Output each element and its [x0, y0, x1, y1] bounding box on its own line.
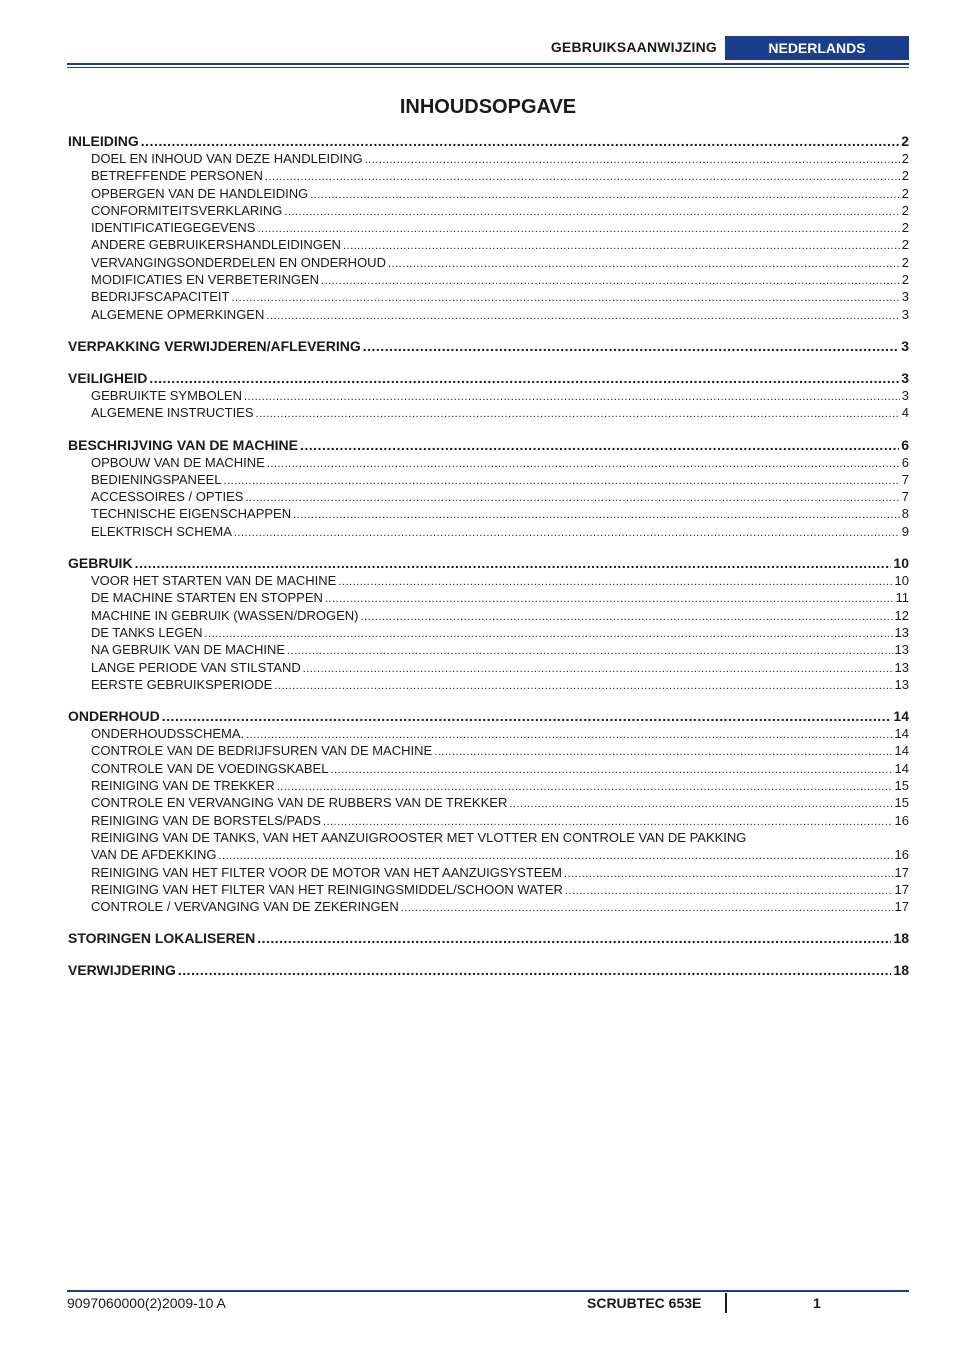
toc-entry-page: 16	[894, 812, 909, 828]
toc-entry[interactable]	[68, 288, 909, 305]
toc-entry[interactable]	[68, 505, 909, 522]
toc-entry-page: 2	[901, 185, 909, 201]
toc-chapter-entry[interactable]	[68, 133, 909, 150]
toc-entry[interactable]	[68, 236, 909, 253]
dot-leader	[178, 962, 892, 979]
toc-chapter-page: 18	[893, 930, 909, 947]
toc-entry-page: 6	[901, 454, 909, 470]
toc-entry[interactable]	[68, 454, 909, 471]
toc-chapter-title: STORINGEN LOKALISEREN	[68, 930, 256, 947]
toc-section	[68, 708, 909, 915]
dot-leader	[256, 404, 900, 423]
toc-entry-title: DE MACHINE STARTEN EN STOPPEN	[91, 590, 323, 606]
toc-entry-title: REINIGING VAN DE BORSTELS/PADS	[91, 812, 321, 828]
dot-leader	[135, 555, 892, 572]
toc-entry-page: 7	[901, 489, 909, 505]
toc-entry[interactable]	[68, 624, 909, 641]
dot-leader	[274, 676, 892, 695]
toc-entry-page: 2	[901, 237, 909, 253]
toc-entry[interactable]	[68, 760, 909, 777]
toc-entry-title: TECHNISCHE EIGENSCHAPPEN	[91, 506, 292, 522]
toc-entry-page: 13	[894, 659, 909, 675]
toc-entry-title: ALGEMENE INSTRUCTIES	[91, 405, 254, 421]
toc-entry[interactable]	[68, 864, 909, 881]
page-title: INHOUDSOPGAVE	[399, 96, 577, 118]
toc-entry-title: GEBRUIKTE SYMBOLEN	[91, 387, 242, 403]
toc-entry-page: 17	[894, 881, 909, 897]
toc-entry-line[interactable]	[68, 829, 909, 846]
toc-entry-title: CONTROLE / VERVANGING VAN DE ZEKERINGEN	[91, 899, 399, 915]
toc-entry-page: 14	[894, 726, 909, 742]
header-rule-thin	[67, 67, 909, 68]
toc-chapter-entry[interactable]	[68, 437, 909, 454]
toc-entry-title: BETREFFENDE PERSONEN	[91, 168, 263, 184]
toc-entry-title: OPBOUW VAN DE MACHINE	[91, 454, 265, 470]
toc-entry-title: BEDIENINGSPANEEL	[91, 471, 222, 487]
toc-entry-page: 16	[894, 847, 909, 863]
toc-entry-page: 9	[901, 523, 909, 539]
toc-entry-page: 13	[894, 642, 909, 658]
toc-entry-title: REINIGING VAN HET FILTER VAN HET REINIGINGSMIDDEL/SCHOON WATER	[91, 881, 563, 897]
toc-chapter-page: 2	[901, 133, 909, 149]
toc-entry-page: 10	[894, 573, 909, 589]
toc-section	[68, 962, 909, 979]
toc-chapter-title: ONDERHOUD	[68, 708, 160, 725]
toc-entry-page: 2	[901, 151, 909, 166]
toc-entry[interactable]	[68, 589, 909, 606]
dot-leader	[257, 930, 891, 947]
toc-chapter-page: 10	[893, 555, 909, 572]
toc-section	[68, 338, 909, 355]
toc-entry-title: REINIGING VAN DE TANKS, VAN HET AANZUIGROOSTER MET VLOTTER EN CONTROLE VAN DE PAKKING	[91, 829, 747, 845]
toc-entry-title: MODIFICATIES EN VERBETERINGEN	[91, 272, 320, 288]
toc-entry[interactable]	[68, 185, 909, 202]
toc-entry[interactable]	[68, 725, 909, 742]
dot-leader	[149, 370, 899, 387]
toc-entry-title: CONTROLE EN VERVANGING VAN DE RUBBERS VAN DE TREKKER	[91, 795, 508, 811]
header-rule	[67, 63, 909, 65]
toc-entry[interactable]	[68, 777, 909, 794]
toc-chapter-entry[interactable]	[68, 962, 909, 979]
toc-entry-title: BEDRIJFSCAPACITEIT	[91, 289, 230, 305]
toc-entry-title: CONTROLE VAN DE BEDRIJFSUREN VAN DE MACHINE	[91, 743, 433, 759]
toc-entry[interactable]	[68, 404, 909, 421]
toc-entry[interactable]	[68, 488, 909, 505]
toc-entry-title: VERVANGINGSONDERDELEN EN ONDERHOUD	[91, 254, 386, 270]
toc-chapter-page: 3	[901, 369, 909, 386]
dot-leader	[266, 306, 899, 325]
toc-entry-page: 7	[901, 471, 909, 487]
toc-entry[interactable]	[68, 659, 909, 676]
toc-chapter-entry[interactable]	[68, 370, 909, 387]
toc-entry-title: OPBERGEN VAN DE HANDLEIDING	[91, 185, 309, 201]
toc-entry[interactable]	[68, 572, 909, 589]
toc-entry-title: LANGE PERIODE VAN STILSTAND	[91, 659, 301, 675]
toc-entry[interactable]	[68, 881, 909, 898]
toc-section	[68, 133, 909, 323]
dot-leader	[234, 523, 900, 542]
toc-entry-title: NA GEBRUIK VAN DE MACHINE	[91, 642, 286, 658]
toc-entry-title: CONTROLE VAN DE VOEDINGSKABEL	[91, 760, 329, 776]
toc-chapter-title: VEILIGHEID	[68, 369, 148, 386]
toc-entry-page: 3	[901, 306, 909, 322]
toc-entry-title: DOEL EN INHOUD VAN DEZE HANDLEIDING	[91, 151, 363, 166]
toc-entry-title: IDENTIFICATIEGEGEVENS	[91, 220, 256, 236]
toc-entry-title: ONDERHOUDSSCHEMA.	[91, 726, 245, 742]
footer-separator	[725, 1293, 727, 1313]
toc-entry[interactable]	[68, 387, 909, 404]
toc-section	[68, 555, 909, 693]
toc-chapter-entry[interactable]	[68, 555, 909, 572]
toc-entry-title: CONFORMITEITSVERKLARING	[91, 202, 283, 218]
toc-entry[interactable]	[68, 641, 909, 658]
toc-chapter-entry[interactable]	[68, 708, 909, 725]
toc-entry-title: EERSTE GEBRUIKSPERIODE	[91, 676, 273, 692]
toc-entry-page: 15	[894, 778, 909, 794]
toc-chapter-title: GEBRUIK	[68, 555, 133, 572]
footer-rule	[67, 1290, 909, 1292]
toc-entry-page: 3	[901, 289, 909, 305]
toc-entry-page: 13	[894, 676, 909, 692]
toc-entry-page: 2	[901, 272, 909, 288]
toc-entry-title: REINIGING VAN DE TREKKER	[91, 778, 275, 794]
toc-entry-page: 11	[895, 590, 909, 606]
toc-entry[interactable]	[68, 271, 909, 288]
table-of-contents	[68, 133, 909, 979]
toc-chapter-page: 6	[901, 436, 909, 453]
toc-chapter-entry[interactable]	[68, 338, 909, 355]
toc-entry[interactable]	[68, 676, 909, 693]
toc-entry[interactable]	[68, 812, 909, 829]
toc-chapter-entry[interactable]	[68, 930, 909, 947]
toc-section	[68, 930, 909, 947]
dot-leader	[363, 338, 899, 355]
toc-entry-page: 4	[901, 405, 909, 421]
toc-chapter-title: BESCHRIJVING VAN DE MACHINE	[68, 436, 298, 453]
footer-page-number: 1	[813, 1295, 821, 1311]
toc-entry-page: 17	[894, 864, 909, 880]
toc-entry-page: 12	[894, 607, 909, 623]
toc-chapter-page: 14	[893, 708, 909, 725]
toc-entry-page: 14	[894, 743, 909, 759]
footer-product: SCRUBTEC 653E	[587, 1295, 702, 1311]
toc-entry-title: MACHINE IN GEBRUIK (WASSEN/DROGEN)	[91, 607, 359, 623]
toc-entry-page: 2	[901, 220, 909, 236]
toc-entry[interactable]	[68, 794, 909, 811]
toc-entry-title: ACCESSOIRES / OPTIES	[91, 489, 244, 505]
toc-entry[interactable]	[68, 202, 909, 219]
toc-entry[interactable]	[68, 150, 909, 167]
toc-entry[interactable]	[68, 167, 909, 184]
toc-entry[interactable]	[68, 742, 909, 759]
toc-chapter-title: INLEIDING	[68, 133, 139, 149]
footer-doc-code: 9097060000(2)2009-10 A	[67, 1295, 226, 1311]
language-badge: NEDERLANDS	[725, 36, 909, 60]
toc-entry-title: VOOR HET STARTEN VAN DE MACHINE	[91, 573, 337, 589]
toc-entry-page: 8	[901, 506, 909, 522]
dot-leader	[401, 898, 893, 917]
toc-entry[interactable]	[68, 523, 909, 540]
toc-entry-page: 2	[901, 168, 909, 184]
toc-entry-page: 13	[894, 624, 909, 640]
toc-entry-title: REINIGING VAN HET FILTER VOOR DE MOTOR VAN HET AANZUIGSYSTEEM	[91, 864, 562, 880]
dot-leader	[162, 708, 892, 725]
toc-entry-title: ELEKTRISCH SCHEMA	[91, 523, 232, 539]
toc-entry[interactable]	[68, 219, 909, 236]
toc-entry[interactable]	[68, 607, 909, 624]
toc-entry[interactable]	[68, 254, 909, 271]
toc-entry-title: ANDERE GEBRUIKERSHANDLEIDINGEN	[91, 237, 341, 253]
toc-entry-title: DE TANKS LEGEN	[91, 624, 203, 640]
toc-entry[interactable]	[68, 898, 909, 915]
toc-entry-title-continued: VAN DE AFDEKKING	[91, 847, 217, 863]
toc-entry-title: ALGEMENE OPMERKINGEN	[91, 306, 265, 322]
toc-chapter-page: 3	[901, 337, 909, 354]
toc-entry-page: 2	[901, 254, 909, 270]
toc-chapter-page: 18	[893, 962, 909, 979]
toc-entry-page: 14	[894, 760, 909, 776]
toc-entry-page: 15	[894, 795, 909, 811]
toc-section	[68, 370, 909, 422]
toc-entry[interactable]	[68, 306, 909, 323]
toc-entry[interactable]	[68, 471, 909, 488]
dot-leader	[141, 133, 899, 150]
toc-chapter-title: VERPAKKING VERWIJDEREN/AFLEVERING	[68, 337, 361, 354]
manual-label: GEBRUIKSAANWIJZING	[550, 39, 717, 55]
dot-leader	[300, 437, 899, 454]
toc-entry-page: 3	[901, 387, 909, 403]
toc-section	[68, 437, 909, 540]
toc-entry-page: 17	[894, 899, 909, 915]
toc-chapter-title: VERWIJDERING	[68, 962, 176, 979]
toc-entry[interactable]	[68, 846, 909, 863]
toc-entry-page: 2	[901, 202, 909, 218]
